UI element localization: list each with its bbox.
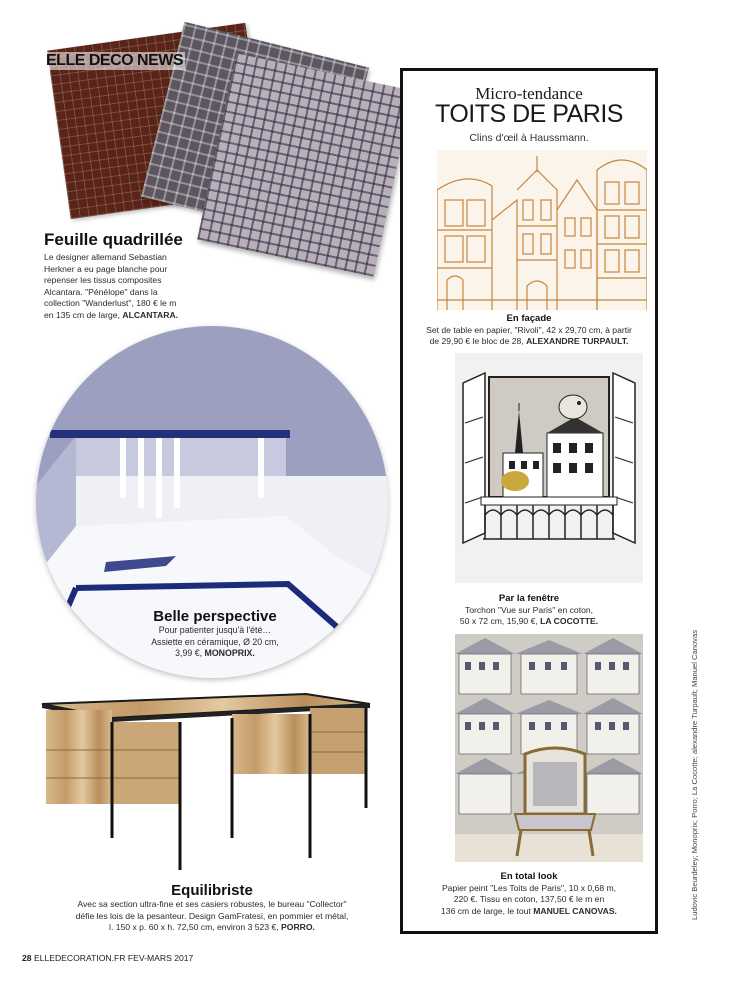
plate-title: Belle perspective	[153, 608, 277, 625]
micro-headline: TOITS DE PARIS	[435, 100, 623, 128]
look-title: En total look	[500, 871, 558, 882]
desk-photo	[40, 688, 380, 873]
photo-credits: Ludovic Beurdeley; Monoprix; Porro; La Cocotte; alexandre Turpault; Manuel Canovas	[690, 630, 699, 920]
feuille-block	[44, 230, 214, 321]
facade-brand: ALEXANDRE TURPAULT.	[526, 336, 629, 346]
look-caption: En total look Papier peint "Les Toits de Paris", 10 x 0,68 m, 220 €. Tissu en coton, 137,50 € le m en 136 cm de large, le tout MANUEL CANOVAS.	[406, 871, 652, 917]
micro-kicker: Micro-tendance	[475, 84, 583, 103]
page-folio	[22, 953, 193, 963]
section-tag: ELLE DECO NEWS	[46, 52, 184, 69]
plate-brand: MONOPRIX.	[204, 648, 255, 658]
facade-caption: En façade Set de table en papier, "Rivoli", 42 x 29,70 cm, à partir de 29,90 € le bloc de 28, ALEXANDRE TURPAULT.	[406, 313, 652, 348]
facade-illustration	[437, 150, 647, 310]
window-towel-illustration	[455, 353, 643, 583]
facade-title: En façade	[506, 313, 552, 324]
wallpaper-chair-photo	[455, 634, 643, 862]
feuille-description: Le designer allemand Sebastian Herkner a eu page blanche pour repenser les tissus composites Alcantara. "Pénélope" dans la collection "Wanderlust", 180 € le m en 135 cm de large, ALCANTARA.	[44, 252, 179, 320]
feuille-title: Feuille quadrillée	[44, 230, 183, 249]
fenetre-title: Par la fenêtre	[498, 593, 560, 604]
desk-caption: Equilibriste Avec sa section ultra-fine et ses casiers robustes, le bureau "Collector" défie les lois de la pesanteur. Design GamFratesi, en pommier et métal, l. 150 x p. 60 x h. 72,50 cm, environ 3 523 €, PORRO.	[52, 882, 372, 934]
fenetre-caption: Par la fenêtre Torchon "Vue sur Paris" en coton, 50 x 72 cm, 15,90 €, LA COCOTTE.	[406, 593, 652, 628]
page-number: 28	[22, 953, 32, 963]
look-brand: MANUEL CANOVAS.	[533, 905, 617, 916]
plate-caption: Belle perspective Pour patienter jusqu'à l'été… Assiette en céramique, Ø 20 cm, 3,99 €, MONOPRIX.	[110, 608, 320, 660]
fenetre-brand: LA COCOTTE.	[540, 616, 599, 626]
fabric-swatch-light-gray	[197, 53, 413, 276]
folio-issue: FEV-MARS 2017	[127, 953, 194, 963]
folio-site: ELLEDECORATION.FR	[33, 953, 126, 963]
desk-title: Equilibriste	[171, 882, 253, 899]
desk-brand: PORRO.	[281, 922, 315, 932]
micro-subhead: Clins d'œil à Haussmann.	[469, 132, 589, 144]
feuille-brand: ALCANTARA.	[122, 309, 179, 320]
